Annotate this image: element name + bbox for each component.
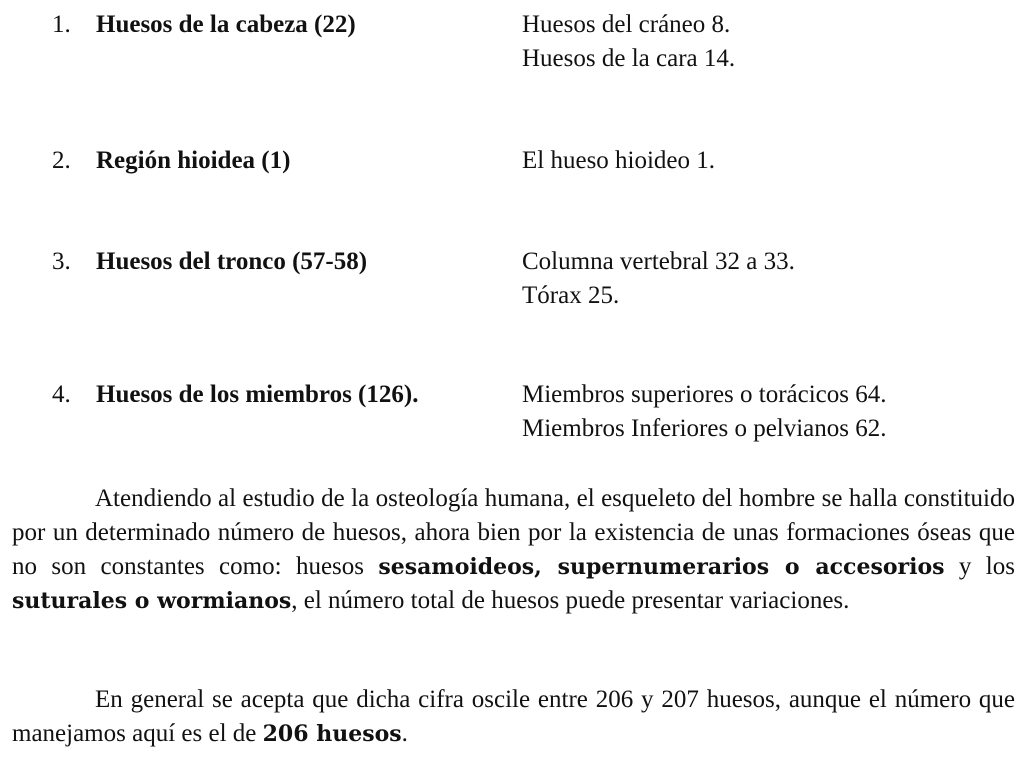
detail-line: Miembros superiores o torácicos 64.	[522, 381, 887, 408]
paragraph-bone-count	[12, 683, 1015, 751]
list-number: 3.	[52, 248, 71, 275]
detail-line: Tórax 25.	[522, 282, 620, 309]
detail-line: Columna vertebral 32 a 33.	[522, 248, 795, 275]
detail-line: El hueso hioideo 1.	[522, 147, 716, 174]
bold-term: suturales o wormianos	[12, 588, 292, 614]
paragraph-text: y los	[944, 553, 1015, 580]
detail-line: Miembros Inferiores o pelvianos 62.	[522, 415, 887, 442]
category-title: Huesos de los miembros (126).	[96, 381, 419, 408]
paragraph-text: , el número total de huesos puede presentar variaciones.	[291, 587, 850, 614]
list-number: 4.	[52, 381, 71, 408]
list-number: 1.	[52, 11, 71, 38]
category-title: Huesos de la cabeza (22)	[96, 11, 356, 38]
list-number: 2.	[52, 147, 71, 174]
paragraph-osteology	[12, 482, 1015, 618]
category-details	[522, 378, 887, 446]
paragraph-text: En general se acepta que dicha cifra oscile entre 206 y 207 huesos, aunque el número que manejamos aquí es el de	[12, 686, 1015, 747]
paragraph-text: .	[401, 720, 408, 747]
detail-line: Huesos de la cara 14.	[522, 45, 736, 72]
bold-term: 206 huesos	[262, 721, 402, 747]
bold-term: sesamoideos, supernumerarios o accesorios	[378, 554, 945, 580]
category-title: Región hioidea (1)	[96, 147, 291, 174]
detail-line: Huesos del cráneo 8.	[522, 11, 731, 38]
paragraph-text: Atendiendo al estudio de la osteología humana, el esqueleto del hombre se halla constituido por un determinado número de huesos, ahora bien por la existencia de unas formaciones óseas que no son constantes como: huesos	[12, 485, 1015, 580]
category-details	[522, 8, 735, 76]
category-details	[522, 245, 795, 313]
category-title: Huesos del tronco (57-58)	[96, 248, 368, 275]
category-details	[522, 144, 715, 178]
